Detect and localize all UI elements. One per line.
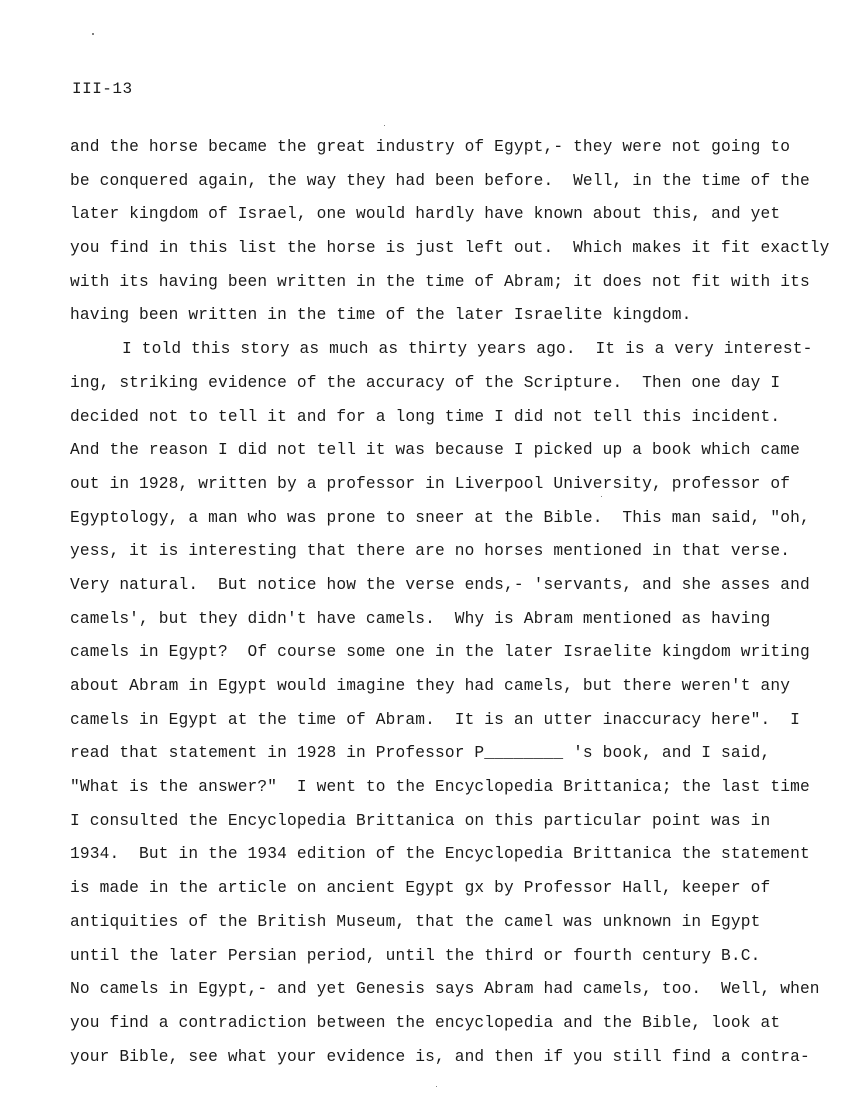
text-line: 1934. But in the 1934 edition of the Encyclopedia Brittanica the statement (70, 845, 810, 864)
text-line: Egyptology, a man who was prone to sneer at the Bible. This man said, "oh, (70, 508, 810, 527)
paper-speck (92, 33, 94, 35)
text-line: I consulted the Encyclopedia Brittanica on this particular point was in (70, 811, 771, 830)
text-line: until the later Persian period, until the third or fourth century B.C. (70, 946, 761, 965)
text-line: out in 1928, written by a professor in Liverpool University, professor of (70, 474, 791, 493)
text-line: is made in the article on ancient Egypt gx by Professor Hall, keeper of (70, 879, 771, 898)
body-text (70, 131, 850, 1074)
paper-speck (384, 125, 385, 126)
text-line: about Abram in Egypt would imagine they had camels, but there weren't any (70, 677, 791, 695)
paragraph-start-line: I told this story as much as thirty years ago. It is a very interest- (122, 340, 813, 359)
text-line: antiquities of the British Museum, that the camel was unknown in Egypt (70, 912, 761, 931)
text-line: ing, striking evidence of the accuracy of the Scripture. Then one day I (70, 373, 781, 392)
paper-speck (436, 1086, 437, 1087)
text-line: be conquered again, the way they had been before. Well, in the time of the (70, 171, 810, 190)
text-line: decided not to tell it and for a long time I did not tell this incident. (70, 407, 781, 426)
text-line: with its having been written in the time of Abram; it does not fit with its (70, 272, 810, 291)
text-line: No camels in Egypt,- and yet Genesis says Abram had camels, too. Well, when (70, 980, 820, 999)
text-line: camels', but they didn't have camels. Why is Abram mentioned as having (70, 609, 771, 628)
text-line: and the horse became the great industry of Egypt,- they were not going to (70, 138, 791, 156)
page-number: III-13 (72, 80, 133, 98)
text-line: camels in Egypt at the time of Abram. It is an utter inaccuracy here". I (70, 710, 800, 729)
text-line: read that statement in 1928 in Professor P________ 's book, and I said, (70, 744, 771, 763)
text-line: camels in Egypt? Of course some one in the later Israelite kingdom writing (70, 643, 810, 662)
text-line: you find in this list the horse is just left out. Which makes it fit exactly (70, 239, 830, 258)
text-line: you find a contradiction between the encyclopedia and the Bible, look at (70, 1013, 781, 1032)
text-line: Very natural. But notice how the verse ends,- 'servants, and she asses and (70, 575, 810, 594)
text-line: And the reason I did not tell it was because I picked up a book which came (70, 441, 800, 460)
text-line: your Bible, see what your evidence is, and then if you still find a contra- (70, 1047, 810, 1066)
text-line: "What is the answer?" I went to the Encyclopedia Brittanica; the last time (70, 778, 810, 797)
text-line: yess, it is interesting that there are no horses mentioned in that verse. (70, 542, 791, 561)
text-line: having been written in the time of the later Israelite kingdom. (70, 306, 692, 325)
text-line: later kingdom of Israel, one would hardly have known about this, and yet (70, 205, 781, 224)
